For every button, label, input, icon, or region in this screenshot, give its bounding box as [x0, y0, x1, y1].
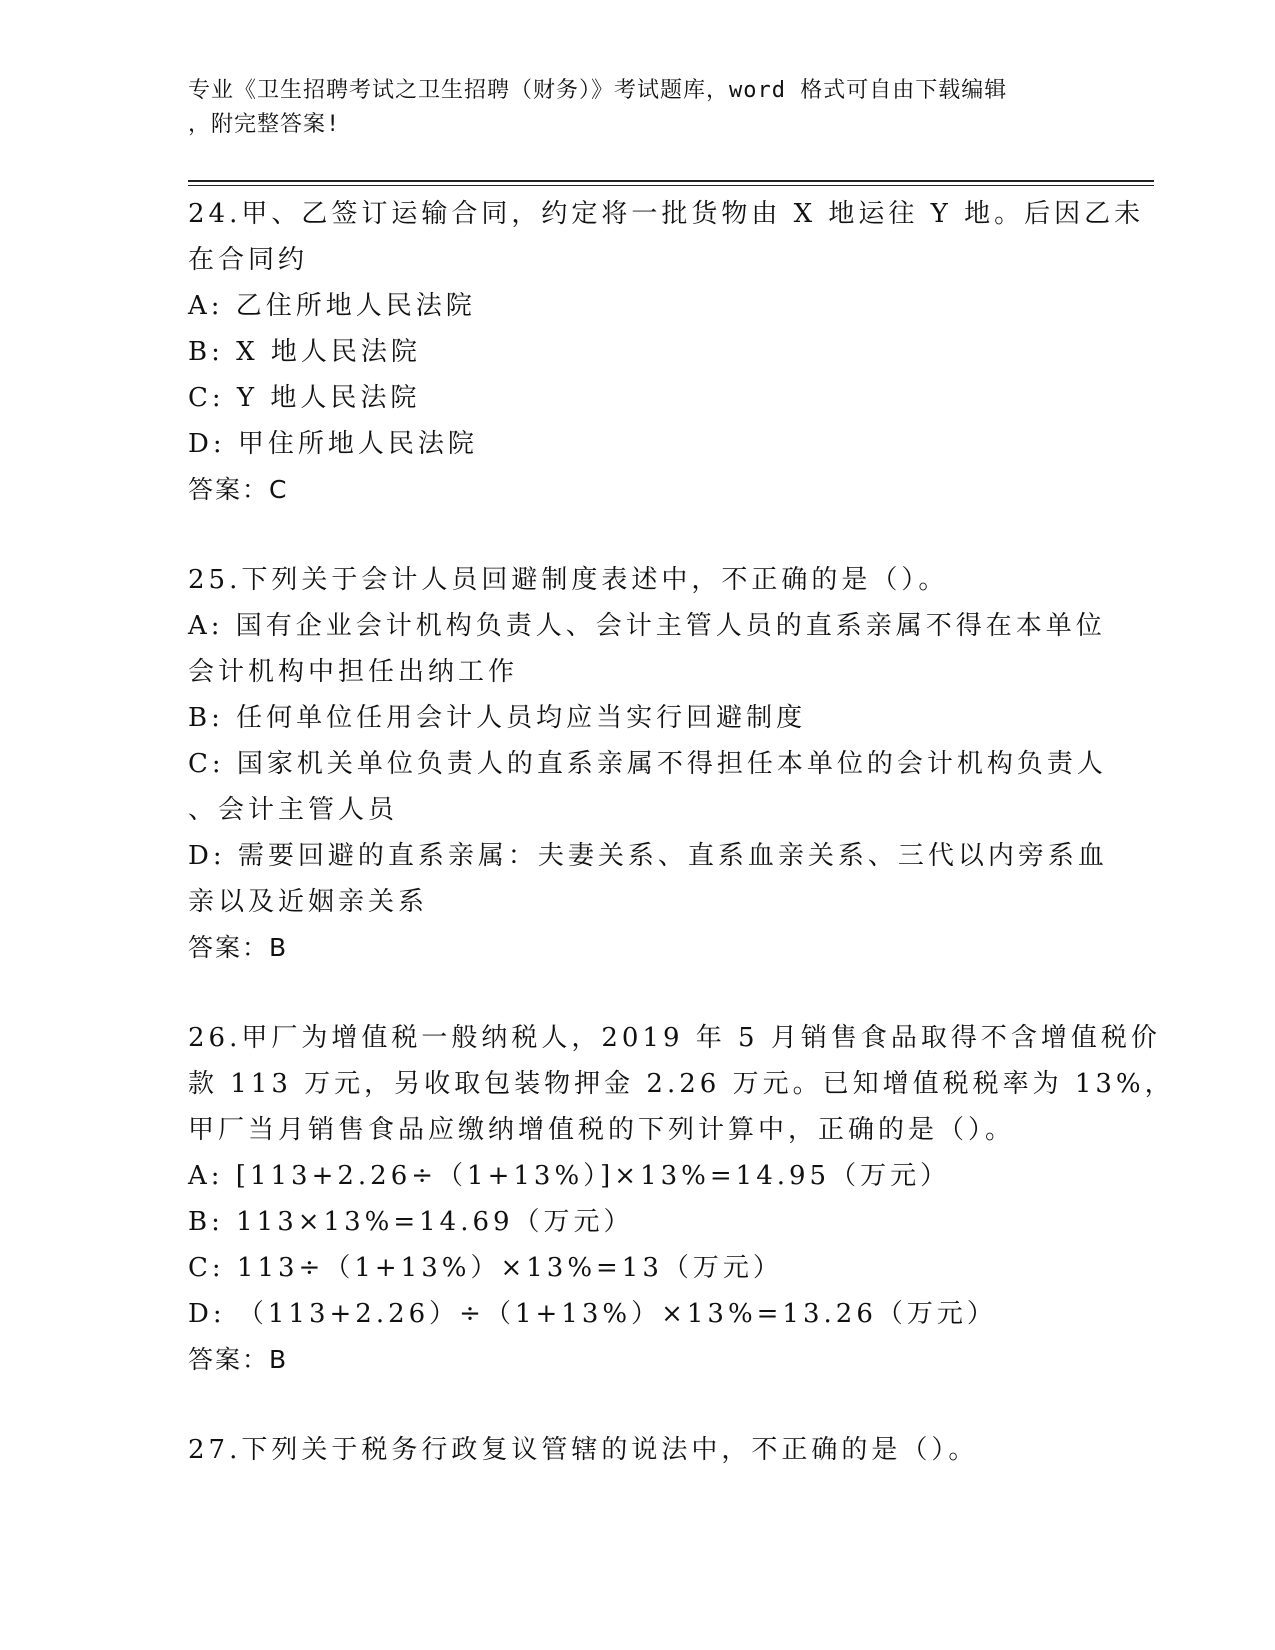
question-stem: 款 113 万元，另收取包装物押金 2.26 万元。已知增值税税率为 13%， [188, 1069, 1175, 1099]
option-c: C: 国家机关单位负责人的直系亲属不得担任本单位的会计机构负责人 [188, 749, 1107, 779]
option-d: D: （113+2.26）÷（1+13%）×13%=13.26（万元） [188, 1299, 997, 1329]
question-stem: 甲厂当月销售食品应缴纳增值税的下列计算中，正确的是（）。 [188, 1115, 1016, 1145]
option-c: C: Y 地人民法院 [188, 383, 421, 413]
question-27 [188, 1427, 1088, 1473]
option-a: A: 乙住所地人民法院 [188, 291, 476, 321]
document-header [188, 74, 1088, 142]
option-d: D: 需要回避的直系亲属：夫妻关系、直系血亲关系、三代以内旁系血 [188, 841, 1108, 871]
question-stem: 在合同约 [188, 245, 309, 275]
question-26 [188, 1015, 1175, 1383]
header-line-2: ，附完整答案! [188, 112, 341, 137]
answer: 答案：C [188, 475, 289, 504]
question-stem: 25.下列关于会计人员回避制度表述中，不正确的是（）。 [188, 565, 949, 595]
option-d: D: 甲住所地人民法院 [188, 429, 478, 459]
header-rule-thick [188, 180, 1154, 182]
question-stem: 26.甲厂为增值税一般纳税人，2019 年 5 月销售食品取得不含增值税价 [188, 1023, 1161, 1053]
question-stem: 27.下列关于税务行政复议管辖的说法中，不正确的是（）。 [188, 1435, 979, 1465]
option-a: A: [113+2.26÷（1+13%）]×13%=14.95（万元） [188, 1161, 951, 1191]
header-line-1: 专业《卫生招聘考试之卫生招聘（财务）》考试题库，word 格式可自由下载编辑 [188, 78, 1008, 103]
option-c-continued: 、会计主管人员 [188, 795, 399, 825]
option-a: A: 国有企业会计机构负责人、会计主管人员的直系亲属不得在本单位 [188, 611, 1106, 641]
answer: 答案：B [188, 933, 289, 962]
option-b: B: X 地人民法院 [188, 337, 421, 367]
question-stem: 24.甲、乙签订运输合同，约定将一批货物由 X 地运往 Y 地。后因乙未 [188, 199, 1145, 229]
header-rule-thin [188, 185, 1154, 186]
question-24 [188, 191, 1145, 513]
option-d-continued: 亲以及近姻亲关系 [188, 887, 429, 917]
question-25 [188, 557, 1108, 971]
option-b: B: 任何单位任用会计人员均应当实行回避制度 [188, 703, 807, 733]
option-b: B: 113×13%=14.69（万元） [188, 1207, 634, 1237]
question-list [188, 191, 1175, 1517]
answer: 答案：B [188, 1345, 289, 1374]
option-c: C: 113÷（1+13%）×13%=13（万元） [188, 1253, 783, 1283]
option-a-continued: 会计机构中担任出纳工作 [188, 657, 519, 687]
